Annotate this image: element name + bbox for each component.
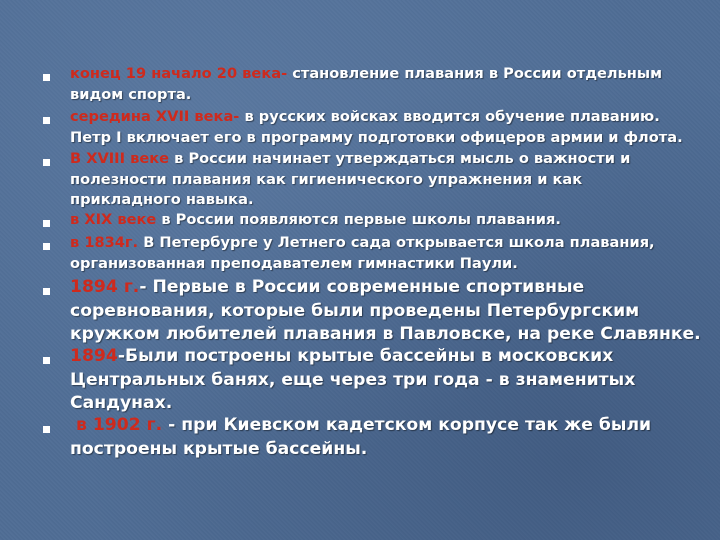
highlighted-period: в 1834г. [70,234,139,251]
item-line: организованная преподавателем гимнастики Паули. [70,254,518,272]
item-line: Петр I включает его в программу подготовки офицеров армии и флота. [70,128,683,146]
item-line: - при Киевском кадетском корпусе так же были [162,415,652,435]
item-line: в России начинает утверждаться мысль о важности и [169,150,631,167]
highlighted-period: середина XVII века- [70,108,240,125]
item-line: соревнования, которые были проведены Петербургским [70,300,640,321]
highlighted-period: 1894 г. [70,277,140,297]
item-line: в русских войсках вводится обучение плаванию. [239,108,660,125]
item-line: прикладного навыка. [70,191,254,208]
highlighted-period: 1894 [70,346,118,366]
item-line: -Были построены крытые бассейны в московских [117,346,614,366]
item-line: - Первые в России современные спортивные [139,277,585,297]
highlighted-period: в 1902 г. [75,415,163,435]
item-line: полезности плавания как гигиенического упражнения и как [70,170,583,188]
item-line: построены крытые бассейны. [70,438,368,459]
square-bullet-icon [43,243,50,250]
list-item-text [70,414,651,461]
item-line: Сандунах. [70,393,173,413]
list-item-text [70,149,630,211]
item-line: В Петербурге у Летнего сада открывается школа плавания, [138,234,655,251]
list-item-text [70,233,655,274]
highlighted-period: В XVIII веке [70,150,170,167]
square-bullet-icon [43,357,50,364]
list-item-text [70,276,701,347]
item-line: в России появляются первые школы плавания. [156,211,561,228]
square-bullet-icon [43,220,50,227]
item-line: Центральных банях, еще через три года - в знаменитых [70,369,636,390]
item-line: становление плавания в России отдельным [287,65,663,82]
item-line: кружком любителей плавания в Павловске, на реке Славянке. [70,324,701,344]
list-item-text [70,64,662,105]
square-bullet-icon [43,117,50,124]
square-bullet-icon [43,159,50,166]
item-line: видом спорта. [70,85,192,103]
highlighted-period: в XIX веке [70,211,157,228]
highlighted-period: конец 19 начало 20 века- [70,65,288,82]
list-item-text [70,107,683,148]
list-item-text [70,210,561,231]
square-bullet-icon [43,74,50,81]
square-bullet-icon [43,288,50,295]
list-item-text [70,345,635,416]
square-bullet-icon [43,426,50,433]
